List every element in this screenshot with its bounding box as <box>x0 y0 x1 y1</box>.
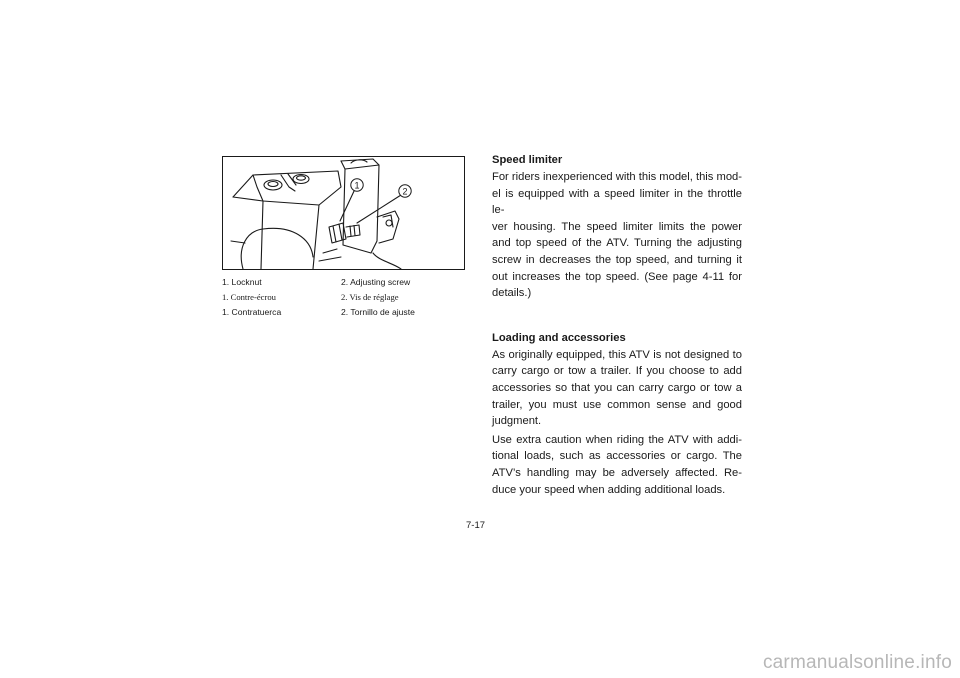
text-line: tional loads, such as accessories or cargo. The <box>492 450 742 463</box>
caption-contratuerca: 1. Contratuerca <box>222 307 282 317</box>
throttle-housing-illustration <box>222 156 465 270</box>
caption-adjusting-screw: 2. Adjusting screw <box>341 277 411 287</box>
heading-loading-accessories: Loading and accessories <box>492 331 626 344</box>
caption-row-english <box>222 275 472 290</box>
caption-row-spanish <box>222 305 472 320</box>
page-number: 7-17 <box>466 520 486 531</box>
text-line: screw in decreases the top speed, and turning it <box>492 253 742 266</box>
text-line: duce your speed when adding additional loads. <box>492 483 726 496</box>
text-line: ATV’s handling may be adversely affected. Re- <box>492 466 742 479</box>
text-line: details.) <box>492 287 532 300</box>
text-line: judgment. <box>492 415 542 428</box>
paragraph-loading-2 <box>492 432 742 498</box>
text-line: As originally equipped, this ATV is not designed to <box>492 348 742 361</box>
text-column <box>492 152 742 498</box>
caption-contre-ecrou: 1. Contre-écrou <box>222 292 276 302</box>
caption-locknut: 1. Locknut <box>222 277 262 287</box>
callout-2-label: 2 <box>402 186 408 197</box>
illustration-drawing <box>223 157 465 270</box>
text-line: out increases the top speed. (See page 4-11 for <box>492 270 742 283</box>
watermark-text: carmanualsonline.info <box>762 652 952 673</box>
callout-1-label: 1 <box>354 180 360 191</box>
text-line: Use extra caution when riding the ATV with addi- <box>492 433 742 446</box>
caption-vis-de-reglage: 2. Vis de réglage <box>341 292 399 302</box>
text-line: For riders inexperienced with this model, this mod- <box>492 171 742 183</box>
text-line: and top speed of the ATV. Turning the adjusting <box>492 237 742 250</box>
text-line: carry cargo or tow a trailer. If you choose to add <box>492 365 742 378</box>
heading-speed-limiter: Speed limiter <box>492 154 563 166</box>
caption-row-french <box>222 290 472 305</box>
text-line: trailer, you must use common sense and good <box>492 398 742 411</box>
paragraph-loading-1 <box>492 347 742 430</box>
paragraph-speed-limiter <box>492 169 742 302</box>
text-line: el is equipped with a speed limiter in the throttle le- <box>492 187 742 217</box>
figure-captions <box>222 275 472 320</box>
text-line: ver housing. The speed limiter limits the power <box>492 220 742 233</box>
text-line: accessories so that you can carry cargo or tow a <box>492 381 742 394</box>
caption-tornillo-de-ajuste: 2. Tornillo de ajuste <box>341 307 415 317</box>
